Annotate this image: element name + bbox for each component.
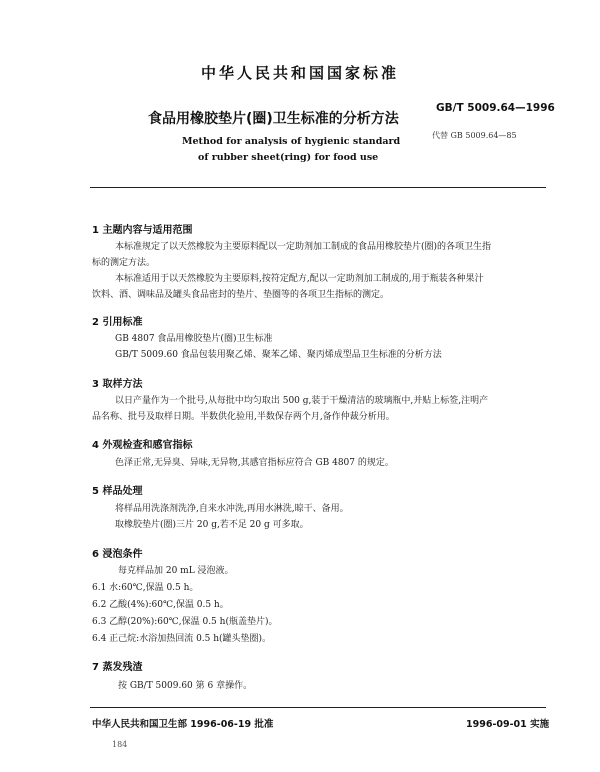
document-title-en-line1: Method for analysis of hygienic standard xyxy=(182,136,401,147)
header-divider xyxy=(90,187,546,188)
section-2-heading: 2 引用标准 xyxy=(92,317,143,328)
footer-divider xyxy=(90,707,546,708)
section-4-heading: 4 外观检查和感官指标 xyxy=(92,440,193,451)
section-1-p1-line2: 标的测定方法。 xyxy=(92,258,156,268)
section-3-line2: 品名称、批号及取样日期。半数供化验用,半数保存两个月,备作仲裁分析用。 xyxy=(92,412,395,422)
section-6-item-4: 6.4 正己烷:水浴加热回流 0.5 h(罐头垫圈)。 xyxy=(92,634,272,644)
national-standard-heading: 中华人民共和国国家标准 xyxy=(200,64,399,82)
document-title-en-line2: of rubber sheet(ring) for food use xyxy=(198,152,379,163)
section-6-heading: 6 浸泡条件 xyxy=(92,549,143,560)
section-6-item-2: 6.2 乙酸(4%):60℃,保温 0.5 h。 xyxy=(92,600,229,610)
section-1-p1-line1: 本标准规定了以天然橡胶为主要原料配以一定助剂加工制成的食品用橡胶垫片(圈)的各项卫生指 xyxy=(115,242,492,252)
section-6-intro: 每克样品加 20 mL 浸泡液。 xyxy=(118,566,234,576)
replaces-standard: 代替 GB 5009.64—85 xyxy=(432,131,517,140)
reference-1: GB 4807 食品用橡胶垫片(圈)卫生标准 xyxy=(115,334,273,344)
section-7-line1: 按 GB/T 5009.60 第 6 章操作。 xyxy=(118,681,253,691)
section-6-item-1: 6.1 水:60℃,保温 0.5 h。 xyxy=(92,583,199,593)
section-1-p2-line1: 本标准适用于以天然橡胶为主要原料,按符定配方,配以一定助剂加工制成的,用于瓶装各种果汁 xyxy=(115,274,484,284)
section-5-line2: 取橡胶垫片(圈)三片 20 g,若不足 20 g 可多取。 xyxy=(115,520,309,530)
section-6-item-3: 6.3 乙醇(20%):60℃,保温 0.5 h(瓶盖垫片)。 xyxy=(92,617,278,627)
implementation-date: 1996-09-01 实施 xyxy=(466,719,550,730)
standard-number: GB/T 5009.64—1996 xyxy=(436,102,555,114)
section-4-line1: 色泽正常,无异臭、异味,无异物,其感官指标应符合 GB 4807 的规定。 xyxy=(115,458,394,468)
approval-date: 中华人民共和国卫生部 1996-06-19 批准 xyxy=(92,719,274,730)
section-1-heading: 1 主题内容与适用范围 xyxy=(92,225,193,236)
section-3-heading: 3 取样方法 xyxy=(92,379,143,390)
section-5-heading: 5 样品处理 xyxy=(92,486,143,497)
section-3-line1: 以日产量作为一个批号,从每批中均匀取出 500 g,装于干燥清洁的玻璃瓶中,并贴上标签,注明产 xyxy=(115,396,489,406)
section-7-heading: 7 蒸发残渣 xyxy=(92,662,143,673)
reference-2: GB/T 5009.60 食品包装用聚乙烯、聚苯乙烯、聚丙烯成型品卫生标准的分析方法 xyxy=(115,350,442,360)
document-title-zh: 食品用橡胶垫片(圈)卫生标准的分析方法 xyxy=(148,111,399,127)
section-5-line1: 将样品用洗涤剂洗净,自来水冲洗,再用水淋洗,晾干、备用。 xyxy=(115,504,349,514)
page-number: 184 xyxy=(112,740,128,749)
section-1-p2-line2: 饮料、酒、调味品及罐头食品密封的垫片、垫圈等的各项卫生指标的测定。 xyxy=(92,290,390,300)
